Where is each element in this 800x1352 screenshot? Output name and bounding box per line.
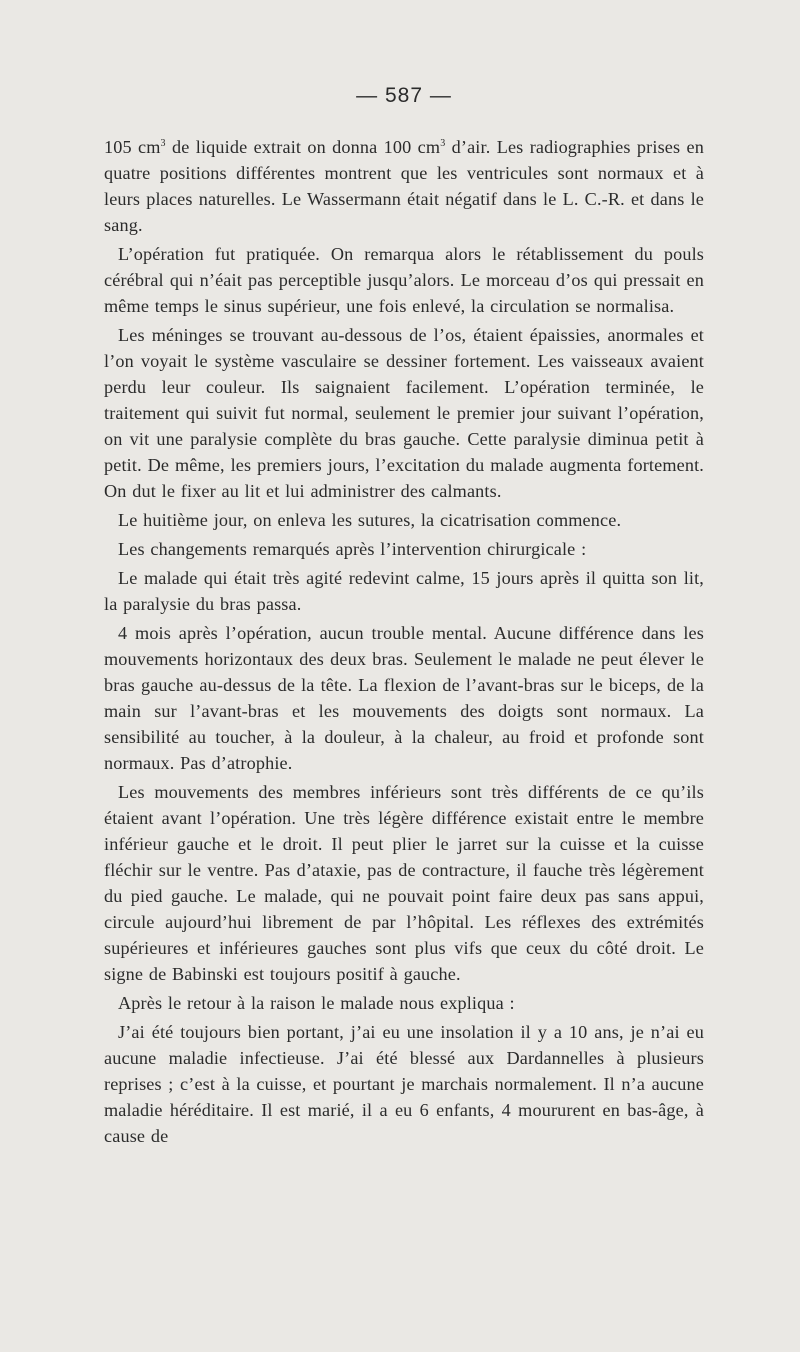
superscript-cube-2: 3 [440, 137, 446, 149]
paragraph-10: J’ai été toujours bien portant, j’ai eu une insolation il y a 10 ans, je n’ai eu aucune maladie infectieuse. J’ai été blessé aux Dardannelles à plusieurs reprises ; c’est à la cuisse, et pourtant je marchais normalement. Il n’a aucune maladie héréditaire. Il est marié, il a eu 6 enfants, 4 moururent en bas-âge, à cause de [104, 1022, 704, 1146]
paragraph-1-part-c: d’air. Les radiographies prises en quatre positions différentes montrent que les ventricules sont normaux et à leurs places naturelles. Le Wassermann était négatif dans le L. C.-R. et dans le sang. [104, 137, 704, 235]
paragraph-3: Les méninges se trouvant au-dessous de l’os, étaient épaissies, anormales et l’on voyait le système vasculaire se dessiner fortement. Les vaisseaux avaient perdu leur couleur. Ils saignaient facilement. L’opération terminée, le traitement qui suivit fut normal, seulement le premier jour suivant l’opération, on vit une paralysie complète du bras gauche. Cette paralysie diminua petit à petit. De même, les premiers jours, l’excitation du malade augmenta fortement. On dut le fixer au lit et lui administrer des calmants. [104, 325, 704, 501]
body-text [104, 134, 704, 1149]
paragraph-5: Les changements remarqués après l’intervention chirurgicale : [118, 539, 587, 559]
paragraph-7: 4 mois après l’opération, aucun trouble mental. Aucune différence dans les mouvements horizontaux des deux bras. Seulement le malade ne peut élever le bras gauche au-dessus de la tête. La flexion de l’avant-bras sur le biceps, de la main sur l’avant-bras et les mouvements des doigts sont normaux. La sensibilité au toucher, à la douleur, à la chaleur, au froid et profonde sont normaux. Pas d’atrophie. [104, 623, 704, 773]
superscript-cube-1: 3 [160, 137, 166, 149]
paragraph-4: Le huitième jour, on enleva les sutures, la cicatrisation commence. [118, 510, 622, 530]
paragraph-1 [104, 134, 704, 238]
paragraph-6: Le malade qui était très agité redevint calme, 15 jours après il quitta son lit, la paralysie du bras passa. [104, 568, 704, 614]
paragraph-2: L’opération fut pratiquée. On remarqua alors le rétablissement du pouls cérébral qui n’éait pas perceptible jusqu’alors. Le morceau d’os qui pressait en même temps le sinus supérieur, une fois enlevé, la circulation se normalisa. [104, 244, 704, 316]
paragraph-1-part-a: 105 cm [104, 137, 161, 157]
paragraph-8: Les mouvements des membres inférieurs sont très différents de ce qu’ils étaient avant l’opération. Une très légère différence existait entre le membre inférieur gauche et le droit. Il peut plier le jarret sur la cuisse et la cuisse fléchir sur le ventre. Pas d’ataxie, pas de contracture, il fauche très légèrement du pied gauche. Le malade, qui ne pouvait point faire deux pas sans appui, circule aujourd’hui librement de par l’hôpital. Les réflexes des extrémités supérieures et inférieures gauches sont plus vifs que ceux du côté droit. Le signe de Babinski est toujours positif à gauche. [104, 782, 704, 984]
paragraph-9: Après le retour à la raison le malade nous expliqua : [118, 993, 515, 1013]
page-number: — 587 — [356, 84, 452, 107]
paragraph-1-part-b: de liquide extrait on donna 100 cm [165, 137, 441, 157]
